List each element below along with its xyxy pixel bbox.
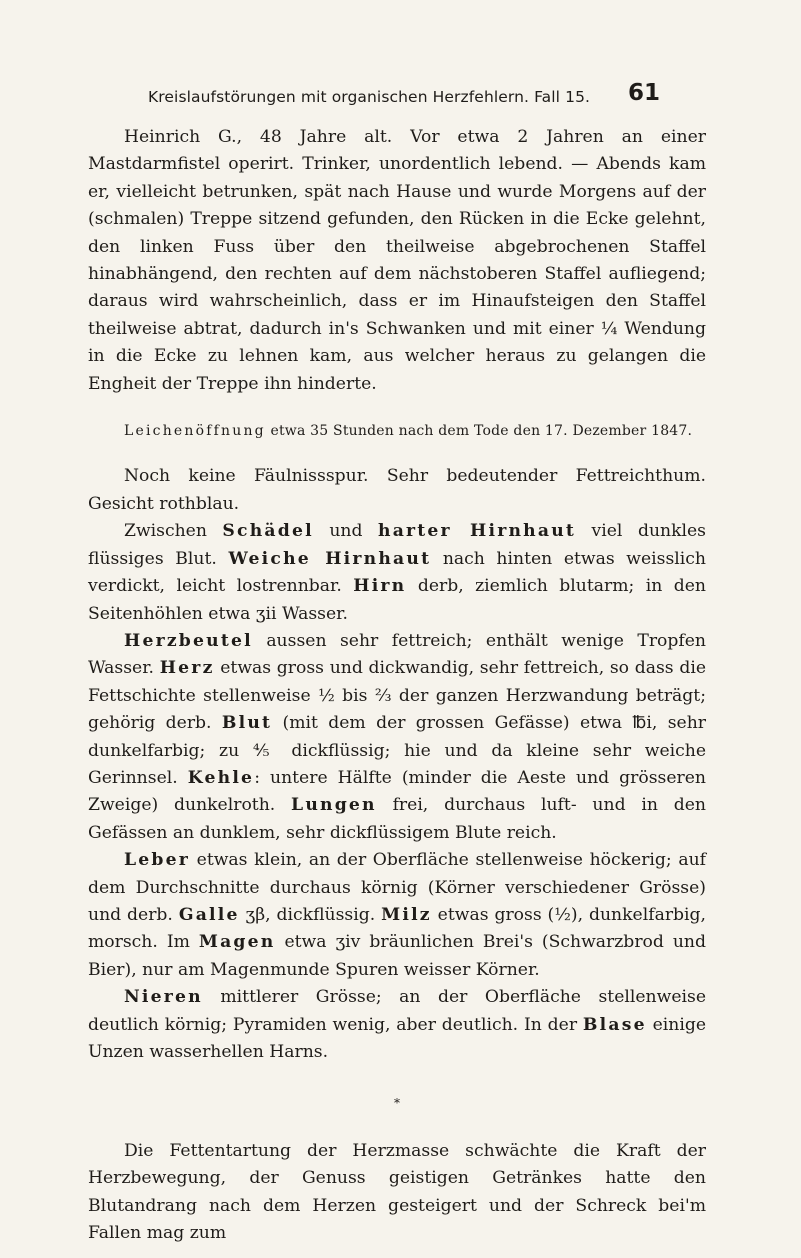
organ-label-lungen: Lungen [291, 795, 377, 816]
page-body [88, 124, 706, 1247]
text-span: : untere Hälfte (minder die Aeste und grösseren Zweige) dunkelroth. [88, 767, 707, 816]
organ-label-galle: Galle [178, 904, 240, 925]
text-span: Zwischen [124, 521, 223, 542]
finding-abdomen [88, 847, 706, 984]
text-span: etwa ʒiv bräunlichen Brei's (Schwarzbrod und Bier), nur am Magenmunde Spuren weisser Körner. [88, 932, 706, 980]
text-span: etwas klein, an der Oberfläche stellenweise höckerig; auf dem Durchschnitte durchaus körnig (Körner verschiedener Grösse) und derb. [88, 850, 706, 925]
text-span: (mit dem der grossen Gefässe) etwa ℔i, sehr dunkelfarbig; zu ⅘ dickflüssig; hie und da kleine sehr weiche Gerinnsel. [88, 713, 706, 788]
autopsy-heading [88, 418, 706, 445]
organ-label-herzbeutel: Herzbeutel [124, 630, 253, 651]
text-span: aussen sehr fettreich; enthält wenige Tropfen Wasser. [88, 630, 706, 679]
text-span: derb, ziemlich blutarm; in den Seitenhöhlen etwa ʒii Wasser. [88, 576, 706, 624]
organ-label-herz: Herz [159, 658, 215, 679]
text-span: mittlerer Grösse; an der Oberfläche stellenweise deutlich körnig; Pyramiden wenig, aber deutlich. In der [88, 987, 706, 1035]
organ-label-milz: Milz [381, 904, 432, 925]
finding-general: Noch keine Fäulnissspur. Sehr bedeutender Fettreichthum. Gesicht rothblau. [88, 466, 706, 514]
text-span: einige Unzen wasserhellen Harns. [88, 1014, 707, 1062]
text-span: etwas gross und dickwandig, sehr fettreich, so dass die Fettschichte stellenweise ½ bis ⅔ der ganzen Herzwandung beträgt; gehörig derb. [88, 658, 707, 734]
conclusion-paragraph: Die Fettentartung der Herzmasse schwächte die Kraft der Herzbewegung, der Genuss geistigen Getränkes hatte den Blutandrang nach dem Herzen gesteigert und der Schreck bei'm Fallen mag zum [88, 1140, 706, 1244]
page-header [148, 80, 660, 114]
organ-label-harte-hirnhaut: harter Hirnhaut [378, 521, 577, 542]
organ-label-weiche-hirnhaut: Weiche Hirnhaut [228, 548, 432, 569]
organ-label-blase: Blase [582, 1014, 647, 1035]
autopsy-details: etwa 35 Stunden nach dem Tode den 17. Dezember 1847. [265, 423, 693, 440]
text-span: frei, durchaus luft- und in den Gefässen an dunklem, sehr dickflüssigem Blute reich. [88, 795, 706, 843]
finding-chest [88, 628, 706, 847]
running-head: Kreislaufstörungen mit organischen Herzfehlern. Fall 15. [148, 88, 591, 106]
organ-label-kehle: Kehle [187, 767, 255, 788]
organ-label-schaedel: Schädel [222, 521, 314, 542]
organ-label-hirn: Hirn [353, 576, 407, 597]
page-number: 61 [627, 80, 660, 106]
text-span: viel dunkles flüssiges Blut. [88, 521, 706, 569]
organ-label-magen: Magen [198, 932, 276, 953]
text-span: ʒβ, dickflüssig. [239, 904, 382, 925]
finding-kidneys [88, 984, 706, 1066]
text-span: etwas gross (½), dunkelfarbig, morsch. Im [88, 904, 707, 953]
organ-label-blut: Blut [221, 713, 273, 734]
section-divider: * [394, 1096, 400, 1111]
patient-name: Heinrich G., 48 Jahre alt. [124, 127, 393, 147]
case-history-text: Vor etwa 2 Jahren an einer Mastdarmfistel operirt. Trinker, unordentlich lebend. — Abends kam er, vielleicht betrunken, spät nach Hause und wurde Morgens auf der (schmalen) Treppe sitzend gefunden, den Rücken in die Ecke gelehnt, den linken Fuss über den theilweise abgebrochenen Staffel hinabhängend, den rechten auf dem nächstoberen Staffel aufliegend; daraus wird wahrscheinlich, dass er im Hinaufsteigen den Staffel theilweise abtrat, dadurch in's Schwanken und mit einer ¼ Wendung in die Ecke zu lehnen kam, aus welcher heraus zu gelangen die Engheit der Treppe ihn hinderte. [88, 127, 706, 394]
text-span: nach hinten etwas weisslich verdickt, leicht lostrennbar. [88, 548, 706, 597]
organ-label-leber: Leber [124, 850, 191, 871]
text-span: und [313, 521, 378, 542]
organ-label-nieren: Nieren [124, 987, 203, 1008]
case-history-paragraph [88, 124, 706, 398]
finding-head [88, 518, 706, 628]
autopsy-label: Leichenöffnung [124, 423, 266, 440]
